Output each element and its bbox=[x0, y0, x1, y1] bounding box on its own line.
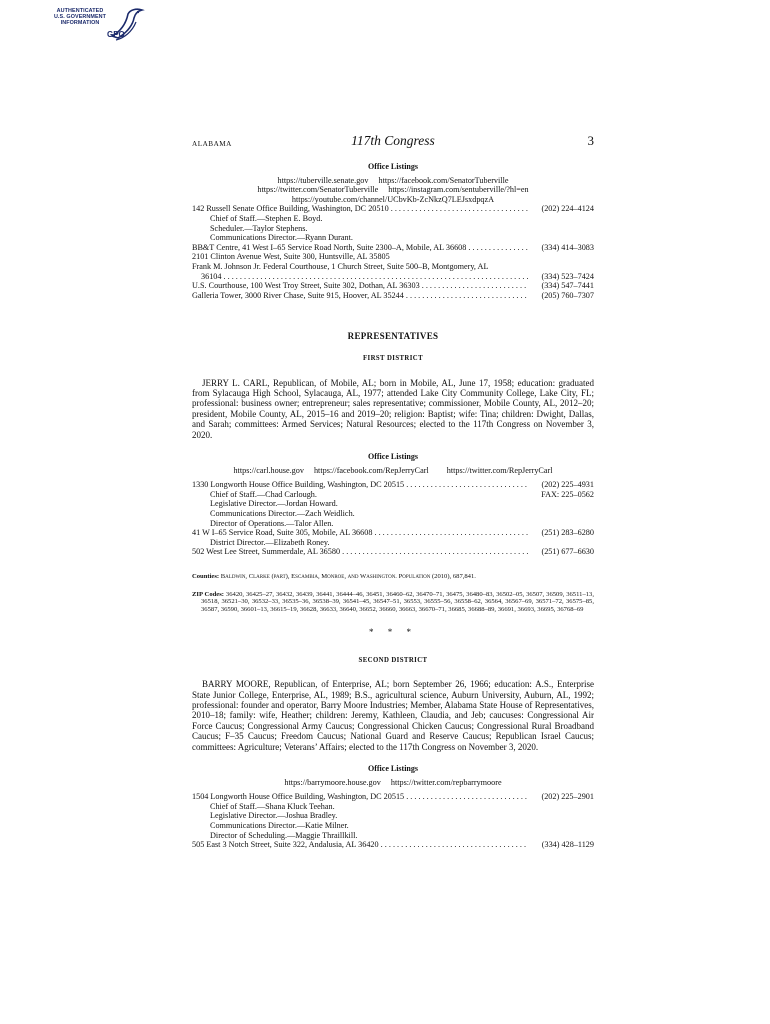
office-phone: (334) 414–3083 bbox=[541, 242, 594, 252]
senator-twitter-link[interactable]: https://twitter.com/SenatorTuberville bbox=[257, 185, 379, 195]
section-separator: * * * bbox=[369, 627, 417, 638]
senator-office-row bbox=[192, 281, 594, 291]
office-address: 1330 Longworth House Office Building, Washington, DC 20515 . . . bbox=[192, 480, 528, 490]
first-district-bio: JERRY L. CARL, Republican, of Mobile, AL; born in Mobile, AL, June 17, 1958; education: graduated from Sylacauga High School, Sylacauga, AL, 1977; attended Lake City Community College, Lake City, FL; professional: business owner; entrepreneur; sales representative; commissioner, Mobile County, AL, 2012–20; president, Mobile County, AL, 2015–16 and 2019–20; religion: Baptist; wife: Tina; children: Dwight, Dallas, and Sarah; committees: Armed Services; Natural Resources; elected to the 117th Congress on November 3, 2020. bbox=[192, 377, 594, 440]
staff-line: District Director.—Elizabeth Roney. bbox=[210, 537, 330, 547]
staff-line: Chief of Staff.—Stephen E. Boyd. bbox=[210, 213, 323, 223]
office-phone: (202) 225–2901 bbox=[541, 792, 594, 802]
staff-line: Communications Director.—Katie Milner. bbox=[210, 821, 349, 831]
office-phone: (334) 547–7441 bbox=[541, 281, 594, 291]
office-fax: FAX: 225–0562 bbox=[541, 489, 594, 499]
rep-facebook-link[interactable]: https://facebook.com/RepJerryCarl bbox=[313, 465, 429, 475]
office-address: Frank M. Johnson Jr. Federal Courthouse, 1 Church Street, Suite 500–B, Montgomery, AL bbox=[192, 261, 489, 271]
gpo-authentication-badge bbox=[50, 6, 150, 50]
badge-line-1: AUTHENTICATED bbox=[56, 8, 104, 14]
senator-facebook-link[interactable]: https://facebook.com/SenatorTuberville bbox=[378, 175, 509, 185]
first-district-heading: FIRST DISTRICT bbox=[362, 354, 424, 362]
office-phone: (334) 428–1129 bbox=[541, 840, 594, 850]
office-address: U.S. Courthouse, 100 West Troy Street, Suite 302, Dothan, AL 36303 . . . bbox=[192, 281, 528, 291]
office-address: 502 West Lee Street, Summerdale, AL 36580 . . . bbox=[192, 547, 528, 557]
staff-line: Communications Director.—Ryann Durant. bbox=[210, 233, 353, 243]
rep-office-row bbox=[192, 480, 594, 490]
second-office-listings-title: Office Listings bbox=[368, 764, 418, 774]
eagle-icon bbox=[108, 6, 148, 46]
counties-text: Baldwin, Clarke (part), Escambia, Monroe, and Washington. Population (2010), 687,841. bbox=[220, 572, 476, 580]
rep-office-row bbox=[192, 792, 594, 802]
gpo-label: GPO bbox=[107, 30, 125, 39]
staff-line: Legislative Director.—Jordan Howard. bbox=[210, 499, 338, 509]
congress-title: 117th Congress bbox=[351, 133, 435, 148]
senator-office-row bbox=[192, 204, 594, 214]
rep-office-row bbox=[192, 547, 594, 557]
senator-instagram-link[interactable]: https://instagram.com/sentuberville/?hl=en bbox=[388, 185, 529, 195]
zip-codes-text: 36420, 36425–27, 36432, 36439, 36441, 36444–46, 36451, 36460–62, 36470–71, 36475, 36480–83, 36502–05, 36507, 36509, 36511–13, 36518, 36521–30, 36532–33, 36535–36, 36538–39, 36541–45, 36547–51, 36553, 36555–56, 36558–62, 36564, 36567–69, 36571–72, 36575–85, 36587, 36590, 36601–13, 36615–19, 36628, 36633, 36640, 36652, 36660, 36663, 36670–71, 36685, 36688–89, 36691, 36693, 36695, 36768–69 bbox=[201, 590, 594, 614]
first-url-row bbox=[192, 466, 594, 476]
staff-line: Director of Scheduling.—Maggie Thraillkill. bbox=[210, 830, 358, 840]
office-address: Galleria Tower, 3000 River Chase, Suite 915, Hoover, AL 35244 . . . bbox=[192, 291, 528, 301]
staff-line: Communications Director.—Zach Weidlich. bbox=[210, 508, 355, 518]
second-district-bio: BARRY MOORE, Republican, of Enterprise, AL; born September 26, 1966; education: A.S., Enterprise State Junior College, Enterprise, AL, 1989; B.S., agricultural science, Auburn University, Auburn, AL, 1992; professional: founder and operator, Barry Moore Industries; Member, Alabama State House of Representatives, 2010–18; family: wife, Heather; children: Jeremy, Kathleen, Claudia, and Jeb; caucuses: Congressional Air Force Caucus; Congressional Army Caucus; Congressional Chicken Caucus; Congressional Rural Broadband Caucus; F–35 Caucus; Freedom Caucus; National Guard and Reserve Caucus; Republican Israel Caucus; committees: Agriculture; Veterans’ Affairs; elected to the 117th Congress on November 3, 2020. bbox=[192, 679, 594, 752]
senator-office-row bbox=[192, 272, 594, 282]
counties-line bbox=[192, 573, 594, 581]
senator-website-link[interactable]: https://tuberville.senate.gov bbox=[277, 175, 369, 185]
senator-office-row bbox=[192, 291, 594, 301]
document-page bbox=[192, 133, 594, 850]
staff-line: Scheduler.—Taylor Stephens. bbox=[210, 223, 308, 233]
office-address: BB&T Centre, 41 West I–65 Service Road North, Suite 2300–A, Mobile, AL 36608 . . . bbox=[192, 243, 528, 253]
office-address-continued: 36104 . . . bbox=[192, 272, 528, 282]
rep-office-row bbox=[192, 528, 594, 538]
rep-twitter-link[interactable]: https://twitter.com/RepJerryCarl bbox=[446, 465, 553, 475]
staff-line: Chief of Staff.—Shana Kluck Teehan. bbox=[210, 801, 335, 811]
running-header bbox=[192, 133, 594, 154]
staff-line: Chief of Staff.—Chad Carlough. bbox=[210, 489, 317, 499]
staff-line: Legislative Director.—Joshua Bradley. bbox=[210, 811, 338, 821]
staff-line: Director of Operations.—Talor Allen. bbox=[210, 518, 334, 528]
second-district-heading: SECOND DISTRICT bbox=[358, 656, 428, 664]
rep-twitter-link[interactable]: https://twitter.com/repbarrymoore bbox=[390, 777, 502, 787]
office-address: 1504 Longworth House Office Building, Washington, DC 20515 . . . bbox=[192, 792, 528, 802]
representatives-heading: REPRESENTATIVES bbox=[347, 331, 439, 342]
rep-website-link[interactable]: https://carl.house.gov bbox=[233, 465, 304, 475]
office-address: 505 East 3 Notch Street, Suite 322, Andalusia, AL 36420 . . . bbox=[192, 840, 528, 850]
office-phone: (202) 224–4124 bbox=[541, 204, 594, 214]
second-url-row bbox=[192, 778, 594, 788]
badge-text bbox=[50, 8, 110, 27]
senator-youtube-link[interactable]: https://youtube.com/channel/UCbvKb-ZcNkzQ7LEJsxdpqzA bbox=[291, 194, 495, 204]
senator-office-listings-title: Office Listings bbox=[368, 162, 418, 171]
office-address: 41 W I–65 Service Road, Suite 305, Mobile, AL 36608 . . . bbox=[192, 528, 528, 538]
badge-line-3: INFORMATION bbox=[60, 20, 100, 27]
office-phone: (251) 283–6280 bbox=[541, 528, 594, 538]
zip-codes-line bbox=[192, 591, 594, 614]
senator-office-row bbox=[192, 243, 594, 253]
senator-url-row-1 bbox=[192, 176, 594, 186]
office-phone: (202) 225–4931 bbox=[541, 480, 594, 490]
first-office-listings-title: Office Listings bbox=[368, 451, 418, 461]
senator-url-row-2 bbox=[192, 185, 594, 195]
office-phone: (205) 760–7307 bbox=[541, 290, 594, 300]
counties-label: Counties: bbox=[192, 572, 220, 580]
rep-office-row bbox=[192, 490, 594, 500]
zip-codes-label: ZIP Codes: bbox=[192, 590, 224, 598]
office-address: 142 Russell Senate Office Building, Washington, DC 20510 . . . bbox=[192, 204, 528, 214]
page-number: 3 bbox=[587, 133, 594, 148]
office-address: 2101 Clinton Avenue West, Suite 300, Huntsville, AL 35805 bbox=[192, 252, 390, 262]
office-phone: (251) 677–6630 bbox=[541, 547, 594, 557]
rep-office-row bbox=[192, 840, 594, 850]
badge-line-2: U.S. GOVERNMENT bbox=[53, 14, 107, 21]
rep-website-link[interactable]: https://barrymoore.house.gov bbox=[284, 777, 381, 787]
state-name: ALABAMA bbox=[192, 140, 232, 148]
office-phone: (334) 523–7424 bbox=[541, 271, 594, 281]
